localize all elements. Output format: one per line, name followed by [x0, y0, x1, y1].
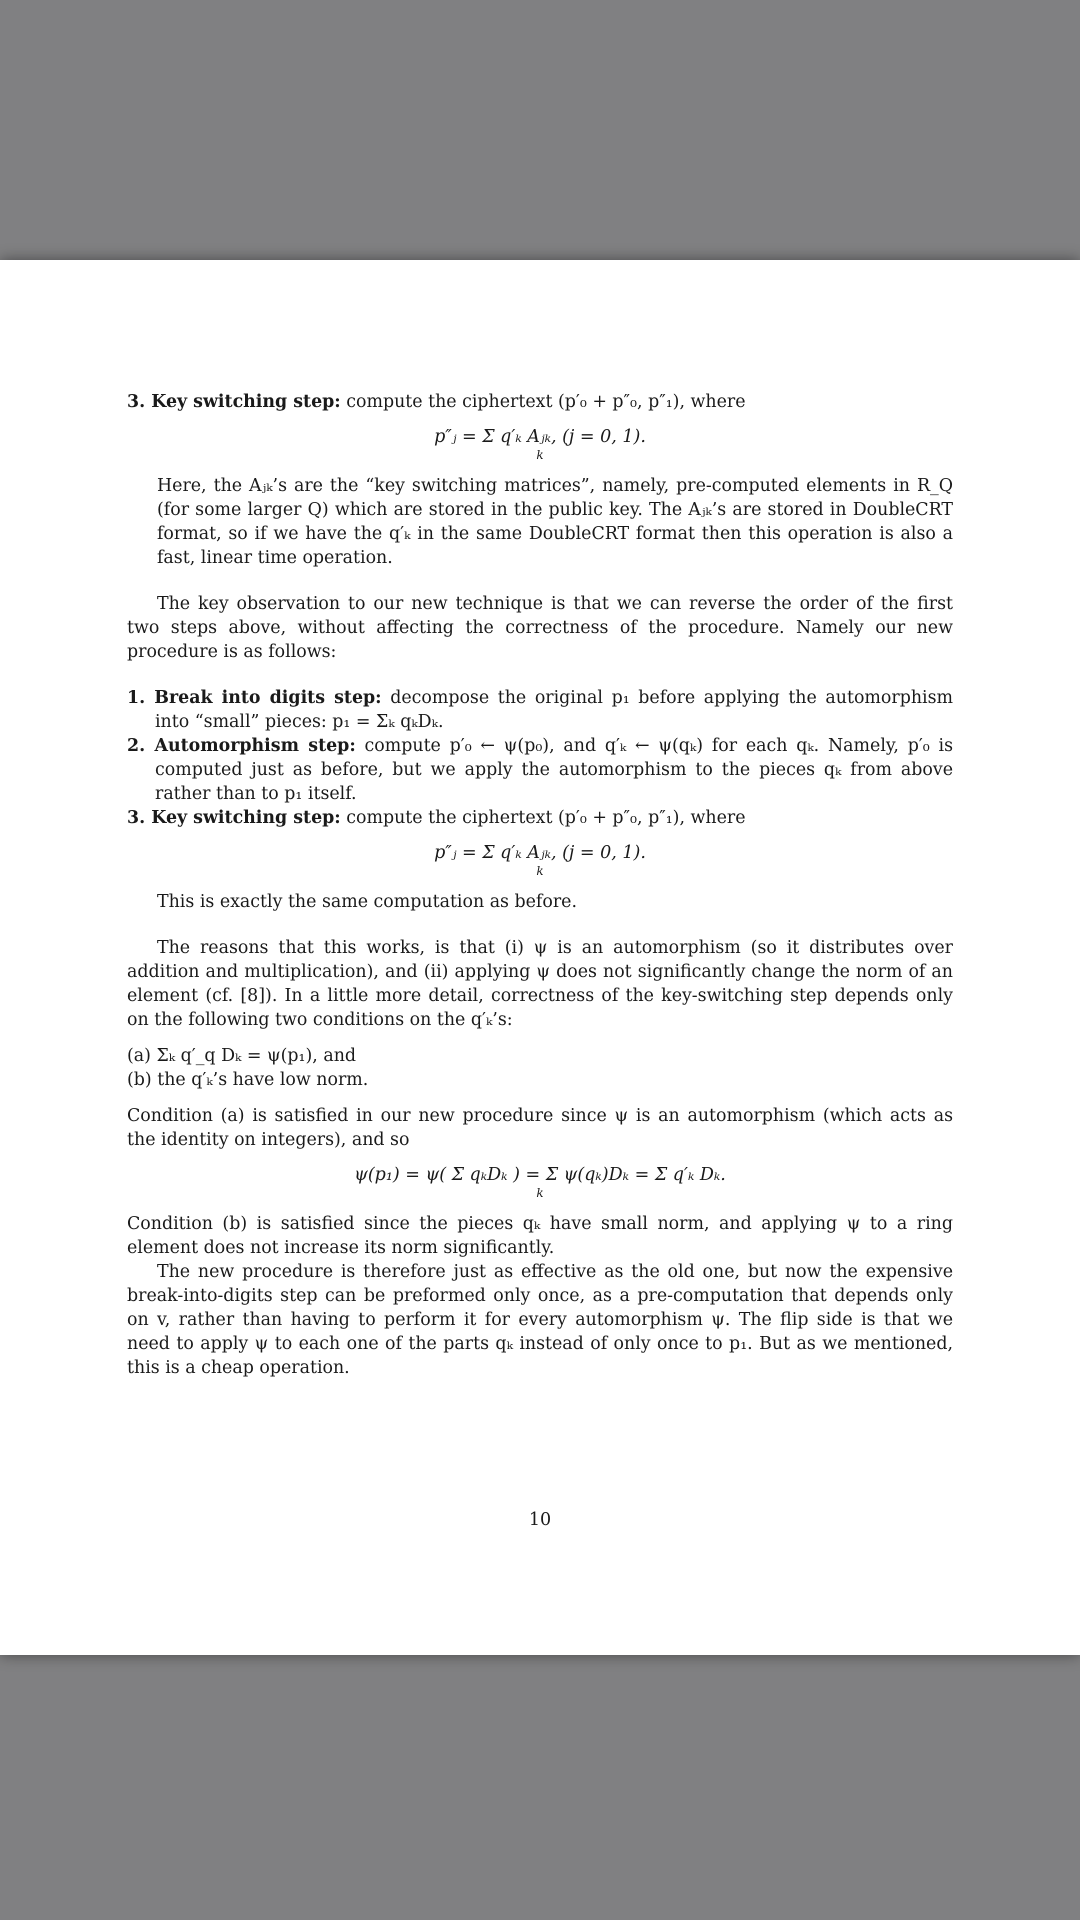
paragraph-same-computation: This is exactly the same computation as before. — [157, 892, 577, 912]
step3-label: 3. Key switching step: — [127, 392, 341, 412]
condition-a-text: Σₖ q′_q Dₖ = ψ(p₁), and — [156, 1046, 357, 1066]
paragraph-reasons: The reasons that this works, is that (i) ψ is an automorphism (so it distributes over addition and multiplication), and (ii) applying ψ does not significantly change the norm of an element (cf. [8]). In a little more detail, correctness of the key-switching step depends only on the following two conditions on the q′ₖ’s: — [127, 938, 953, 1030]
conditions-list — [127, 1044, 953, 1092]
page-content — [127, 390, 953, 1380]
paragraph-new-procedure: The new procedure is therefore just as effective as the old one, but now the expensive break-into-digits step can be preformed only once, as a pre-computation that depends only on v, rather than having to perform it for every automorphism ψ. The flip side is that we need to apply ψ to each one of the parts qₖ instead of only once to p₁. But as we mentioned, this is a cheap operation. — [127, 1262, 953, 1378]
list-item-condition-a — [127, 1044, 953, 1068]
condition-a-label: (a) — [127, 1046, 151, 1066]
step-1-label: 1. Break into digits step: — [127, 688, 382, 708]
paragraph-key-observation: The key observation to our new technique is that we can reverse the order of the first two steps above, without affecting the correctness of the procedure. Namely our new procedure is as follows: — [127, 594, 953, 662]
list-item-condition-b — [127, 1068, 953, 1092]
paragraph-key-switching-matrices: Here, the Aⱼₖ’s are the “key switching matrices”, namely, pre-computed elements in R_Q (for some larger Q) which are stored in the public key. The Aⱼₖ’s are stored in DoubleCRT format, so if we have the q′ₖ in the same DoubleCRT format then this operation is also a fast, linear time operation. — [157, 476, 953, 568]
list-item-step-1 — [127, 686, 953, 734]
document-page — [0, 260, 1080, 1655]
new-procedure-steps — [127, 686, 953, 830]
equation-2-limit: k — [536, 864, 544, 878]
equation-2 — [127, 842, 953, 878]
step-3-text: compute the ciphertext (p′₀ + p″₀, p″₁), where — [346, 808, 746, 828]
list-item-step-3 — [127, 806, 953, 830]
condition-b-text: the q′ₖ’s have low norm. — [157, 1070, 369, 1090]
list-item-step-2 — [127, 734, 953, 806]
equation-2-main: p″ⱼ = Σ q′ₖ Aⱼₖ, (j = 0, 1). — [434, 843, 646, 863]
step-2-text: compute p′₀ ← ψ(p₀), and q′ₖ ← ψ(qₖ) for each qₖ. Namely, p′₀ is computed just as before, but we apply the automorphism to the pieces qₖ from above rather than to p₁ itself. — [155, 736, 954, 804]
paragraph-condition-b: Condition (b) is satisfied since the pieces qₖ have small norm, and applying ψ to a ring element does not increase its norm significantly. — [127, 1214, 953, 1258]
paragraph-condition-a: Condition (a) is satisfied in our new procedure since ψ is an automorphism (which acts as the identity on integers), and so — [127, 1106, 953, 1150]
equation-1 — [127, 426, 953, 462]
step-1-text: decompose the original p₁ before applying the automorphism into “small” pieces: p₁ = Σₖ qₖDₖ. — [155, 688, 954, 732]
equation-1-limit: k — [536, 448, 544, 462]
step-2-label: 2. Automorphism step: — [127, 736, 356, 756]
condition-b-label: (b) — [127, 1070, 152, 1090]
equation-3 — [127, 1164, 953, 1200]
equation-1-main: p″ⱼ = Σ q′ₖ Aⱼₖ, (j = 0, 1). — [434, 427, 646, 447]
step3-intro — [127, 390, 953, 414]
step3-text: compute the ciphertext (p′₀ + p″₀, p″₁), where — [346, 392, 746, 412]
equation-3-main: ψ(p₁) = ψ( Σ qₖDₖ ) = Σ ψ(qₖ)Dₖ = Σ q′ₖ Dₖ. — [354, 1165, 726, 1185]
step-3-label: 3. Key switching step: — [127, 808, 341, 828]
page-number: 10 — [528, 1510, 552, 1530]
equation-3-limit: k — [536, 1186, 544, 1200]
